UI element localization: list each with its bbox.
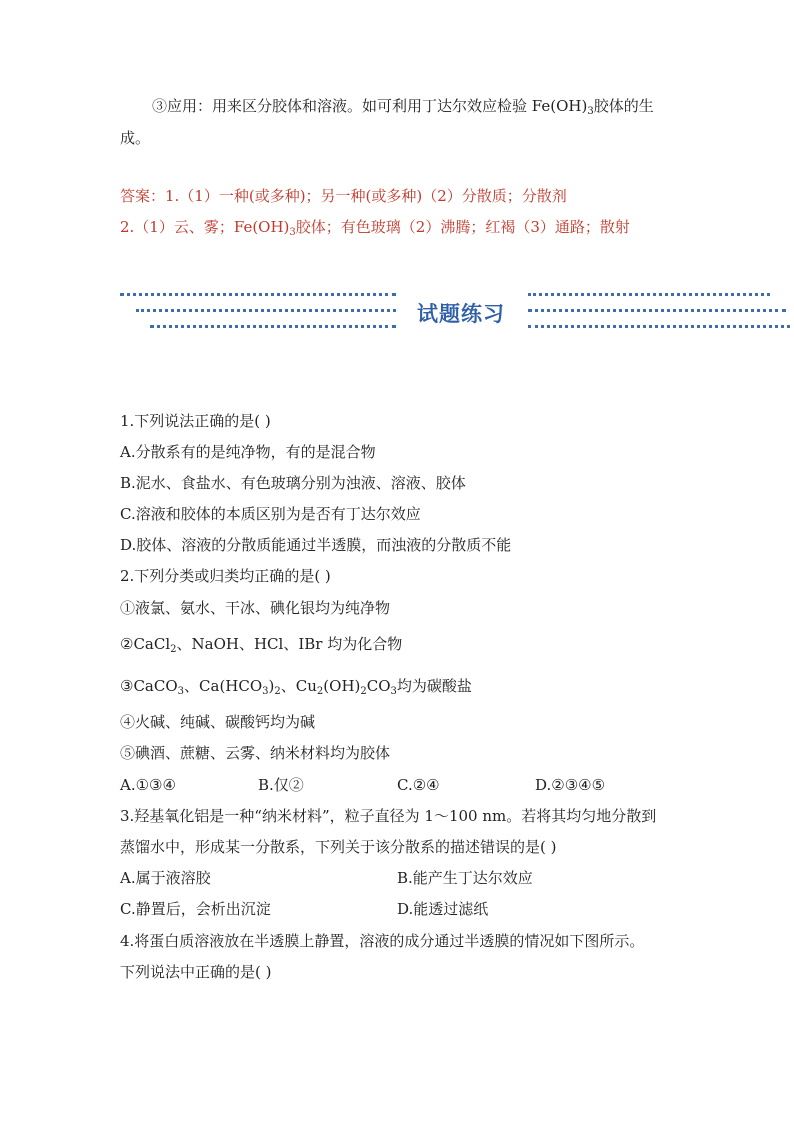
q4-stem-line-1: 4.将蛋白质溶液放在半透膜上静置，溶液的成分通过半透膜的情况如下图所示。: [120, 932, 645, 950]
q3-stem-line-2: 蒸馏水中，形成某一分散系，下列关于该分散系的描述错误的是( ): [120, 838, 557, 856]
q2-item-2: [120, 634, 402, 660]
intro-text: 胶体的生: [593, 97, 654, 115]
dotted-rule-left-3: [150, 325, 396, 328]
subscript: 3: [587, 106, 594, 117]
item-text: ③CaCO: [120, 677, 178, 695]
section-title: 试题练习: [417, 301, 505, 326]
subscript: 3: [262, 686, 269, 697]
q3-option-a: A.属于液溶胶: [120, 869, 211, 887]
item-text: (OH): [323, 677, 361, 695]
dotted-rule-left-2: [136, 309, 396, 312]
q3-option-c: C.静置后，会析出沉淀: [120, 900, 271, 918]
q2-option-c: C.②④: [397, 776, 440, 794]
q4-stem-line-2: 下列说法中正确的是( ): [120, 963, 272, 981]
answer-line-2: [120, 217, 630, 243]
q1-stem: 1.下列说法正确的是( ): [120, 412, 271, 430]
dotted-rule-right-2: [528, 309, 786, 312]
item-text: 、NaOH、HCl、IBr 均为化合物: [176, 635, 403, 653]
item-text: ): [268, 677, 275, 695]
subscript: 3: [390, 686, 397, 697]
subscript: 2: [170, 644, 177, 655]
q2-item-5: ⑤碘酒、蔗糖、云雾、纳米材料均为胶体: [120, 744, 391, 762]
subscript: 2: [360, 686, 367, 697]
answer-line-1: 答案：1.（1）一种(或多种)；另一种(或多种)（2）分散质；分散剂: [120, 187, 567, 205]
item-text: 、Ca(HCO: [184, 677, 263, 695]
q2-item-1: ①液氯、氨水、干冰、碘化银均为纯净物: [120, 599, 391, 617]
subscript: 2: [274, 686, 281, 697]
q1-option-a: A.分散系有的是纯净物，有的是混合物: [120, 443, 376, 461]
intro-line-1: [152, 96, 654, 122]
item-text: 均为碳酸盐: [396, 677, 472, 695]
q2-option-a: A.①③④: [120, 776, 176, 794]
dotted-rule-right-1: [528, 293, 770, 296]
intro-line-2: 成。: [120, 129, 151, 147]
subscript: 2: [316, 686, 324, 697]
q3-option-d: D.能透过滤纸: [397, 900, 489, 918]
q3-stem-line-1: 3.羟基氧化铝是一种“纳米材料”，粒子直径为 1～100 nm。若将其均匀地分散到: [120, 807, 657, 825]
q2-option-b: B.仅②: [258, 776, 304, 794]
subscript: 3: [289, 227, 296, 238]
intro-text: ③应用：用来区分胶体和溶液。如可利用丁达尔效应检验 Fe(OH): [152, 97, 588, 115]
item-text: CO: [366, 677, 391, 695]
answer-text: 胶体；有色玻璃（2）沸腾；红褐（3）通路；散射: [295, 218, 630, 236]
answer-text: 2.（1）云、雾；Fe(OH): [120, 218, 290, 236]
q1-option-c: C.溶液和胶体的本质区别为是否有丁达尔效应: [120, 505, 421, 523]
q2-stem: 2.下列分类或归类均正确的是( ): [120, 567, 331, 585]
q2-option-d: D.②③④⑤: [535, 776, 606, 794]
dotted-rule-right-3: [528, 325, 790, 328]
q1-option-b: B.泥水、食盐水、有色玻璃分别为浊液、溶液、胶体: [120, 474, 466, 492]
subscript: 3: [177, 686, 185, 697]
q2-item-3: [120, 676, 472, 702]
item-text: 、Cu: [280, 677, 317, 695]
dotted-rule-left-1: [120, 293, 396, 296]
q3-option-b: B.能产生丁达尔效应: [397, 869, 533, 887]
item-text: ②CaCl: [120, 635, 171, 653]
q1-option-d: D.胶体、溶液的分散质能通过半透膜，而浊液的分散质不能: [120, 536, 512, 554]
q2-item-4: ④火碱、纯碱、碳酸钙均为碱: [120, 713, 316, 731]
